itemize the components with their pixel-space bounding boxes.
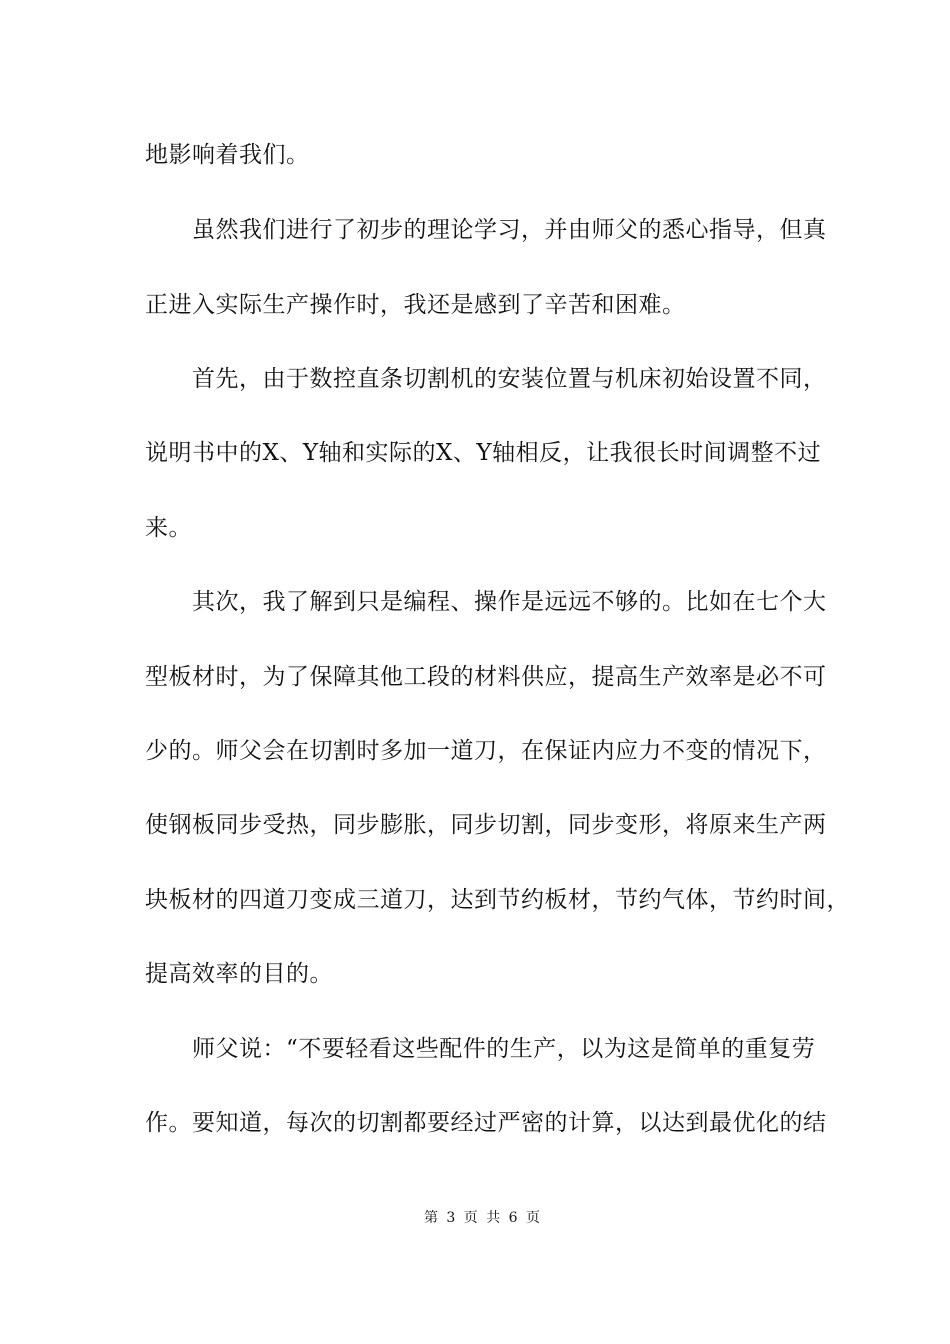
text-line: 正进入实际生产操作时，我还是感到了辛苦和困难。 [145, 292, 686, 318]
text-line: 使钢板同步受热，同步膨胀，同步切割，同步变形，将原来生产两 [145, 812, 827, 838]
page-number-footer [0, 1206, 950, 1230]
text-line: 来。 [145, 515, 192, 541]
text-line: 提高效率的目的。 [145, 961, 333, 987]
text-line: 说明书中的X、Y轴和实际的X、Y轴相反，让我很长时间调整不过 [145, 440, 822, 466]
text-line: 师父说：“不要轻看这些配件的生产，以为这是简单的重复劳 [192, 1036, 816, 1062]
text-line: 虽然我们进行了初步的理论学习，并由师父的悉心指导，但真 [192, 217, 827, 243]
text-line: 型板材时，为了保障其他工段的材料供应，提高生产效率是必不可 [145, 664, 827, 690]
text-line: 其次，我了解到只是编程、操作是远远不够的。比如在七个大 [192, 589, 827, 615]
text-line: 块板材的四道刀变成三道刀，达到节约板材，节约气体，节约时间， [145, 887, 850, 913]
footer-prefix: 第 [423, 1210, 438, 1226]
footer-current-page: 3 [446, 1210, 456, 1226]
text-line: 地影响着我们。 [145, 142, 310, 168]
footer-total-pages: 6 [508, 1210, 518, 1226]
footer-page-unit: 页 [463, 1210, 478, 1226]
footer-total-prefix: 共 [486, 1210, 501, 1226]
text-line: 少的。师父会在切割时多加一道刀，在保证内应力不变的情况下， [145, 738, 827, 764]
text-line: 作。要知道，每次的切割都要经过严密的计算，以达到最优化的结 [145, 1110, 827, 1136]
footer-total-unit: 页 [526, 1210, 541, 1226]
text-line: 首先，由于数控直条切割机的安装位置与机床初始设置不同， [192, 366, 827, 392]
